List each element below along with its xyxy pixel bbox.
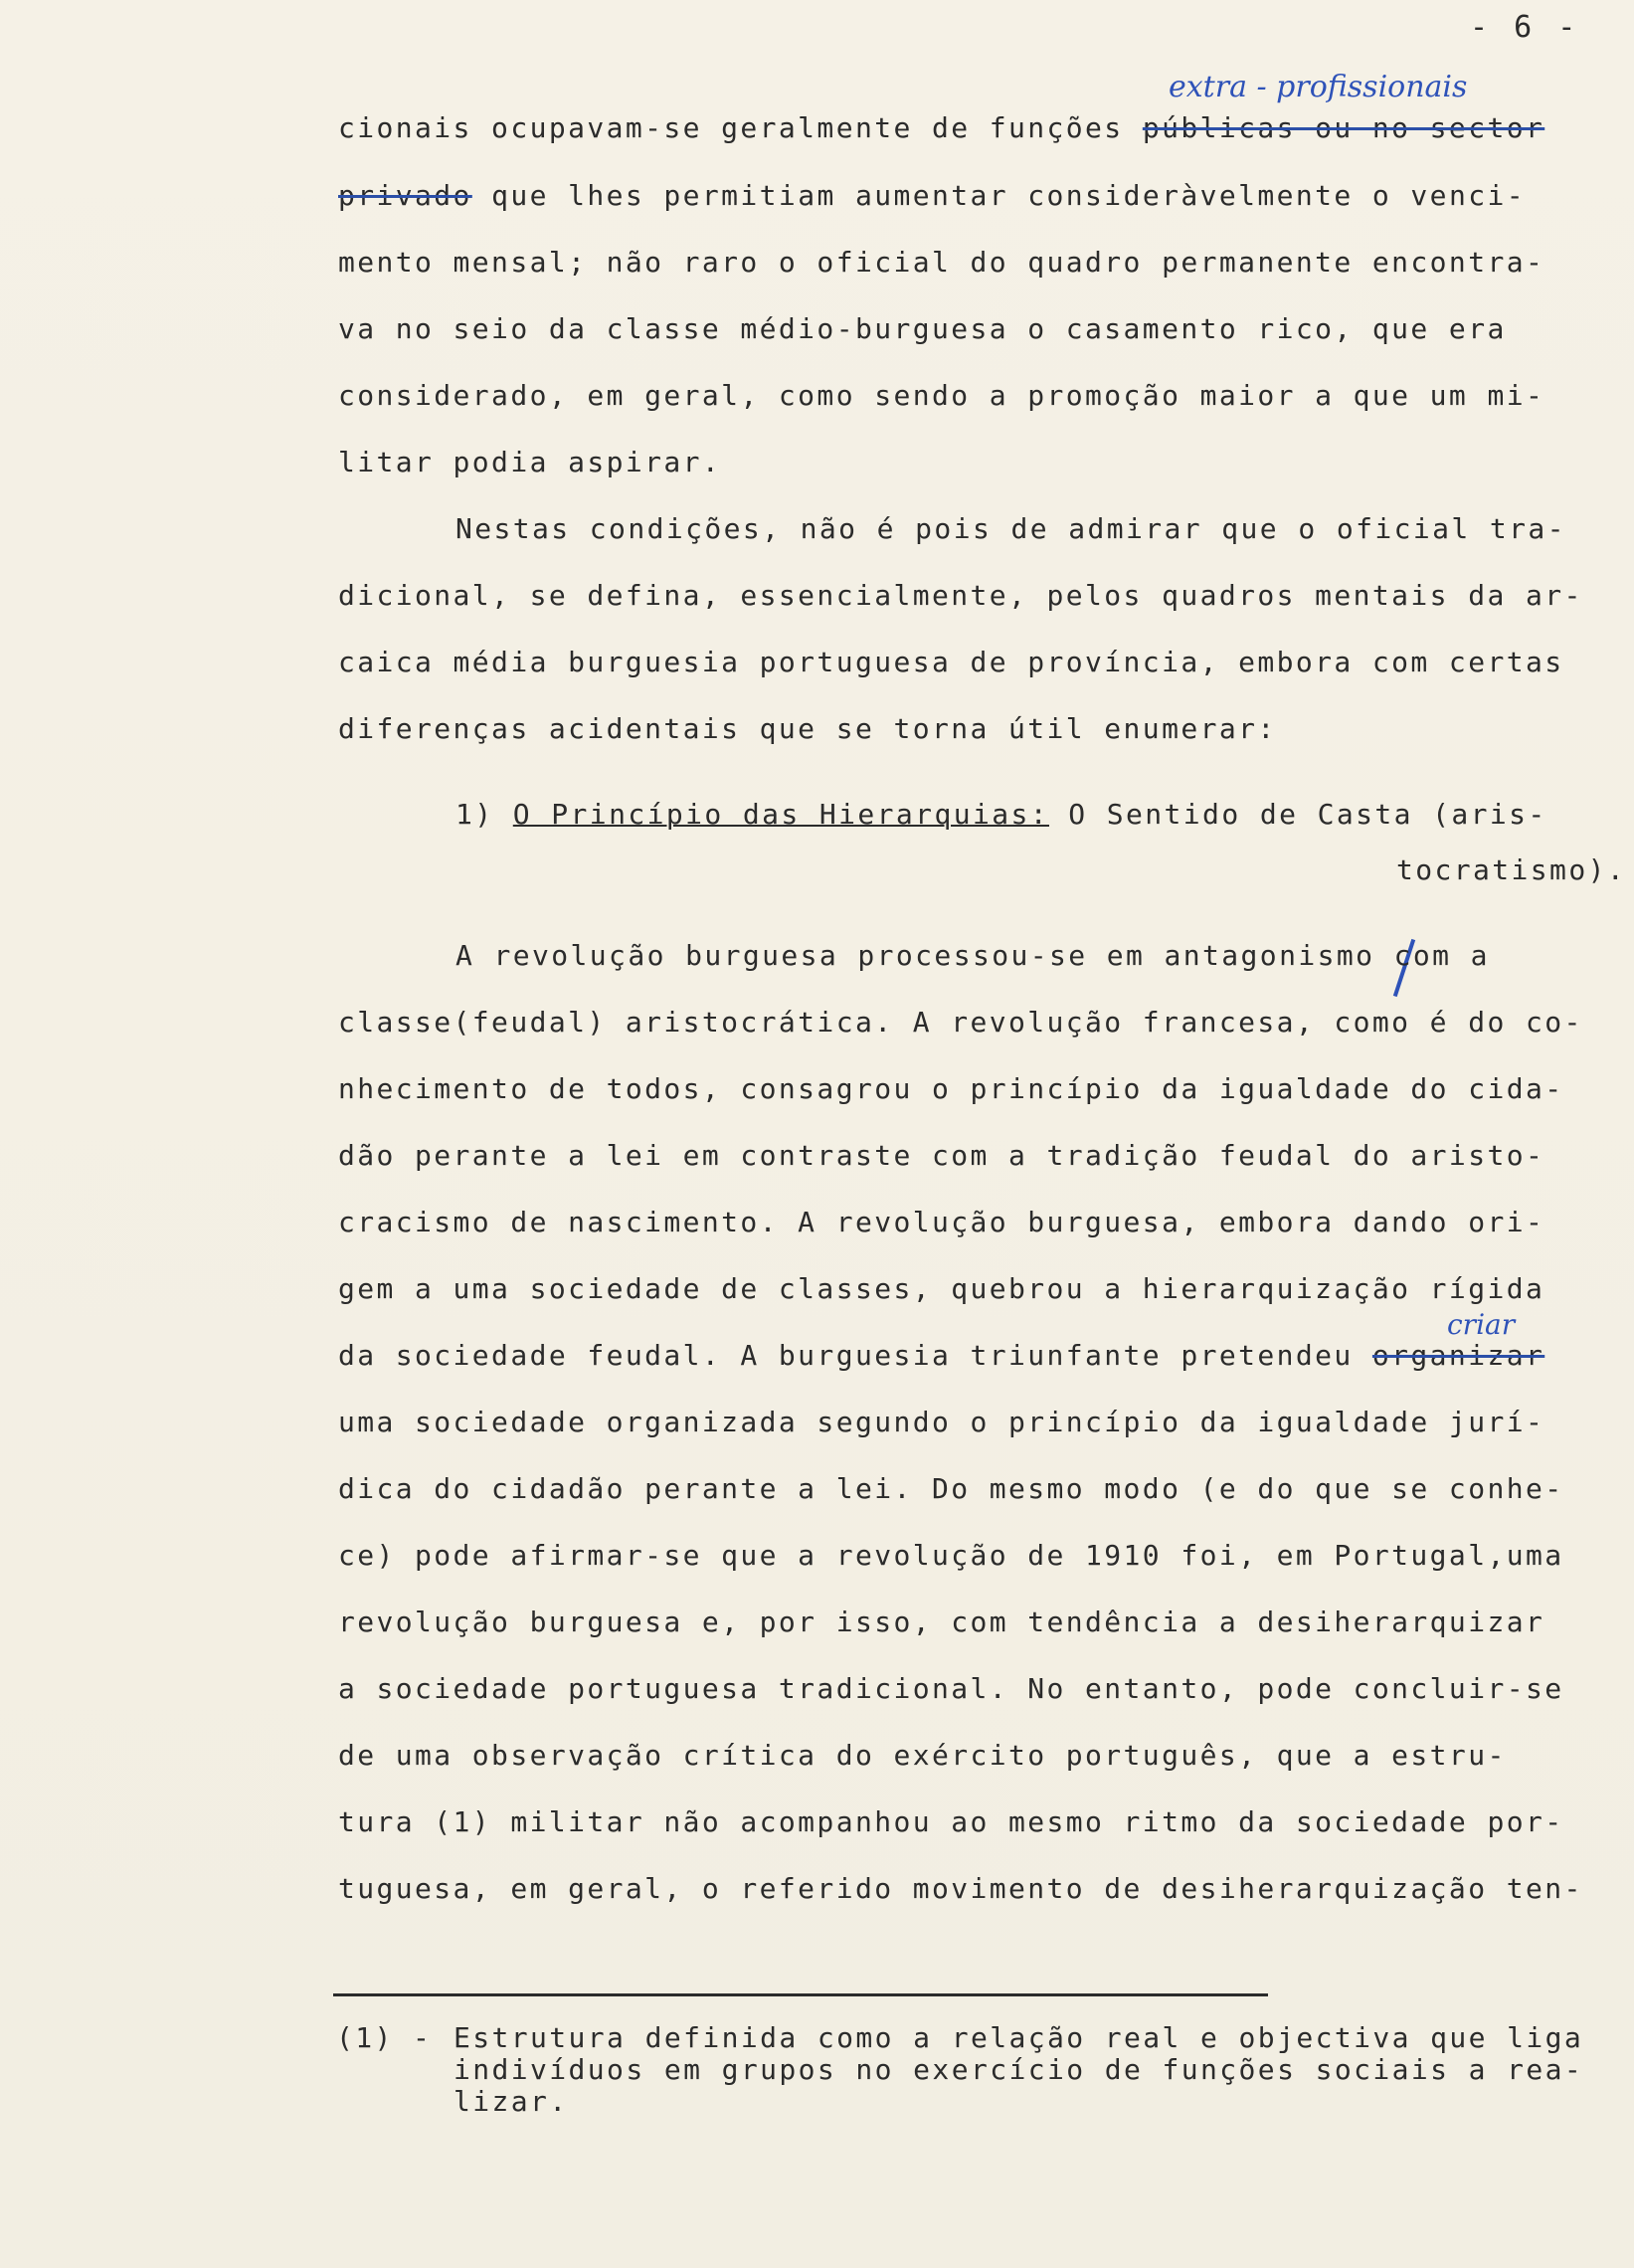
text-line: considerado, em geral, como sendo a promoção maior a que um mi- [338, 379, 1545, 412]
page-number: - 6 - [1470, 10, 1580, 45]
heading-number: 1) [455, 798, 513, 831]
text-line: cracismo de nascimento. A revolução burguesa, embora dando ori- [338, 1206, 1545, 1238]
section-heading [455, 798, 1547, 831]
text-line: nhecimento de todos, consagrou o princípio da igualdade do cida- [338, 1072, 1564, 1105]
text-line: diferenças acidentais que se torna útil enumerar: [338, 712, 1277, 745]
text-line: ce) pode afirmar-se que a revolução de 1910 foi, em Portugal,uma [338, 1539, 1564, 1572]
text-line: tura (1) militar não acompanhou ao mesmo ritmo da sociedade por- [338, 1805, 1564, 1838]
text-line: va no seio da classe médio-burguesa o casamento rico, que era [338, 312, 1507, 345]
text-line [338, 1339, 1544, 1372]
footnote-line: Estrutura definida como a relação real e objectiva que liga [454, 2021, 1584, 2054]
text-segment: cionais ocupavam-se geralmente de funções [338, 111, 1143, 144]
text-line: tuguesa, em geral, o referido movimento de desiherarquização ten- [338, 1872, 1583, 1905]
text-segment: que lhes permitiam aumentar consideràvelmente o venci- [471, 179, 1526, 212]
footnote-line: lizar. [454, 2085, 569, 2118]
struck-text: organizar [1371, 1339, 1545, 1372]
text-line: uma sociedade organizada segundo o princípio da igualdade jurí- [338, 1406, 1545, 1438]
text-line: A revolução burguesa processou-se em antagonismo com a [455, 939, 1490, 972]
text-segment: da sociedade feudal. A burguesia triunfante pretendeu [338, 1339, 1372, 1372]
text-line [338, 111, 1544, 144]
handwritten-annotation-criar: criar [1447, 1308, 1516, 1341]
handwritten-annotation-extra-profissionais: extra - profissionais [1169, 70, 1468, 104]
heading-title: O Princípio das Hierarquias: [512, 798, 1049, 831]
text-line: de uma observação crítica do exército português, que a estru- [338, 1739, 1507, 1772]
text-line: a sociedade portuguesa tradicional. No entanto, pode concluir-se [338, 1672, 1564, 1705]
text-line: gem a uma sociedade de classes, quebrou a hierarquização rígida [338, 1272, 1545, 1305]
section-heading-continuation: tocratismo). [1396, 853, 1627, 886]
struck-text: públicas ou no sector [1142, 111, 1545, 144]
text-line [338, 179, 1526, 212]
text-line: mento mensal; não raro o oficial do quadro permanente encontra- [338, 246, 1545, 279]
text-line: dica do cidadão perante a lei. Do mesmo modo (e do que se conhe- [338, 1472, 1564, 1505]
text-line: dicional, se defina, essencialmente, pelos quadros mentais da ar- [338, 579, 1583, 612]
footnote-line: indivíduos em grupos no exercício de funções sociais a rea- [454, 2053, 1584, 2086]
text-line: caica média burguesia portuguesa de província, embora com certas [338, 646, 1564, 678]
text-line: litar podia aspirar. [338, 446, 722, 478]
heading-subtitle: O Sentido de Casta (aris- [1049, 798, 1547, 831]
text-line: dão perante a lei em contraste com a tradição feudal do aristo- [338, 1139, 1545, 1172]
text-line: revolução burguesa e, por isso, com tendência a desiherarquizar [338, 1606, 1545, 1638]
struck-text: privado [338, 179, 472, 212]
text-line: classe(feudal) aristocrática. A revolução francesa, como é do co- [338, 1006, 1583, 1039]
footnote-marker: (1) - [336, 2021, 433, 2054]
footnote-divider [333, 1993, 1268, 1996]
text-line: Nestas condições, não é pois de admirar que o oficial tra- [455, 512, 1566, 545]
